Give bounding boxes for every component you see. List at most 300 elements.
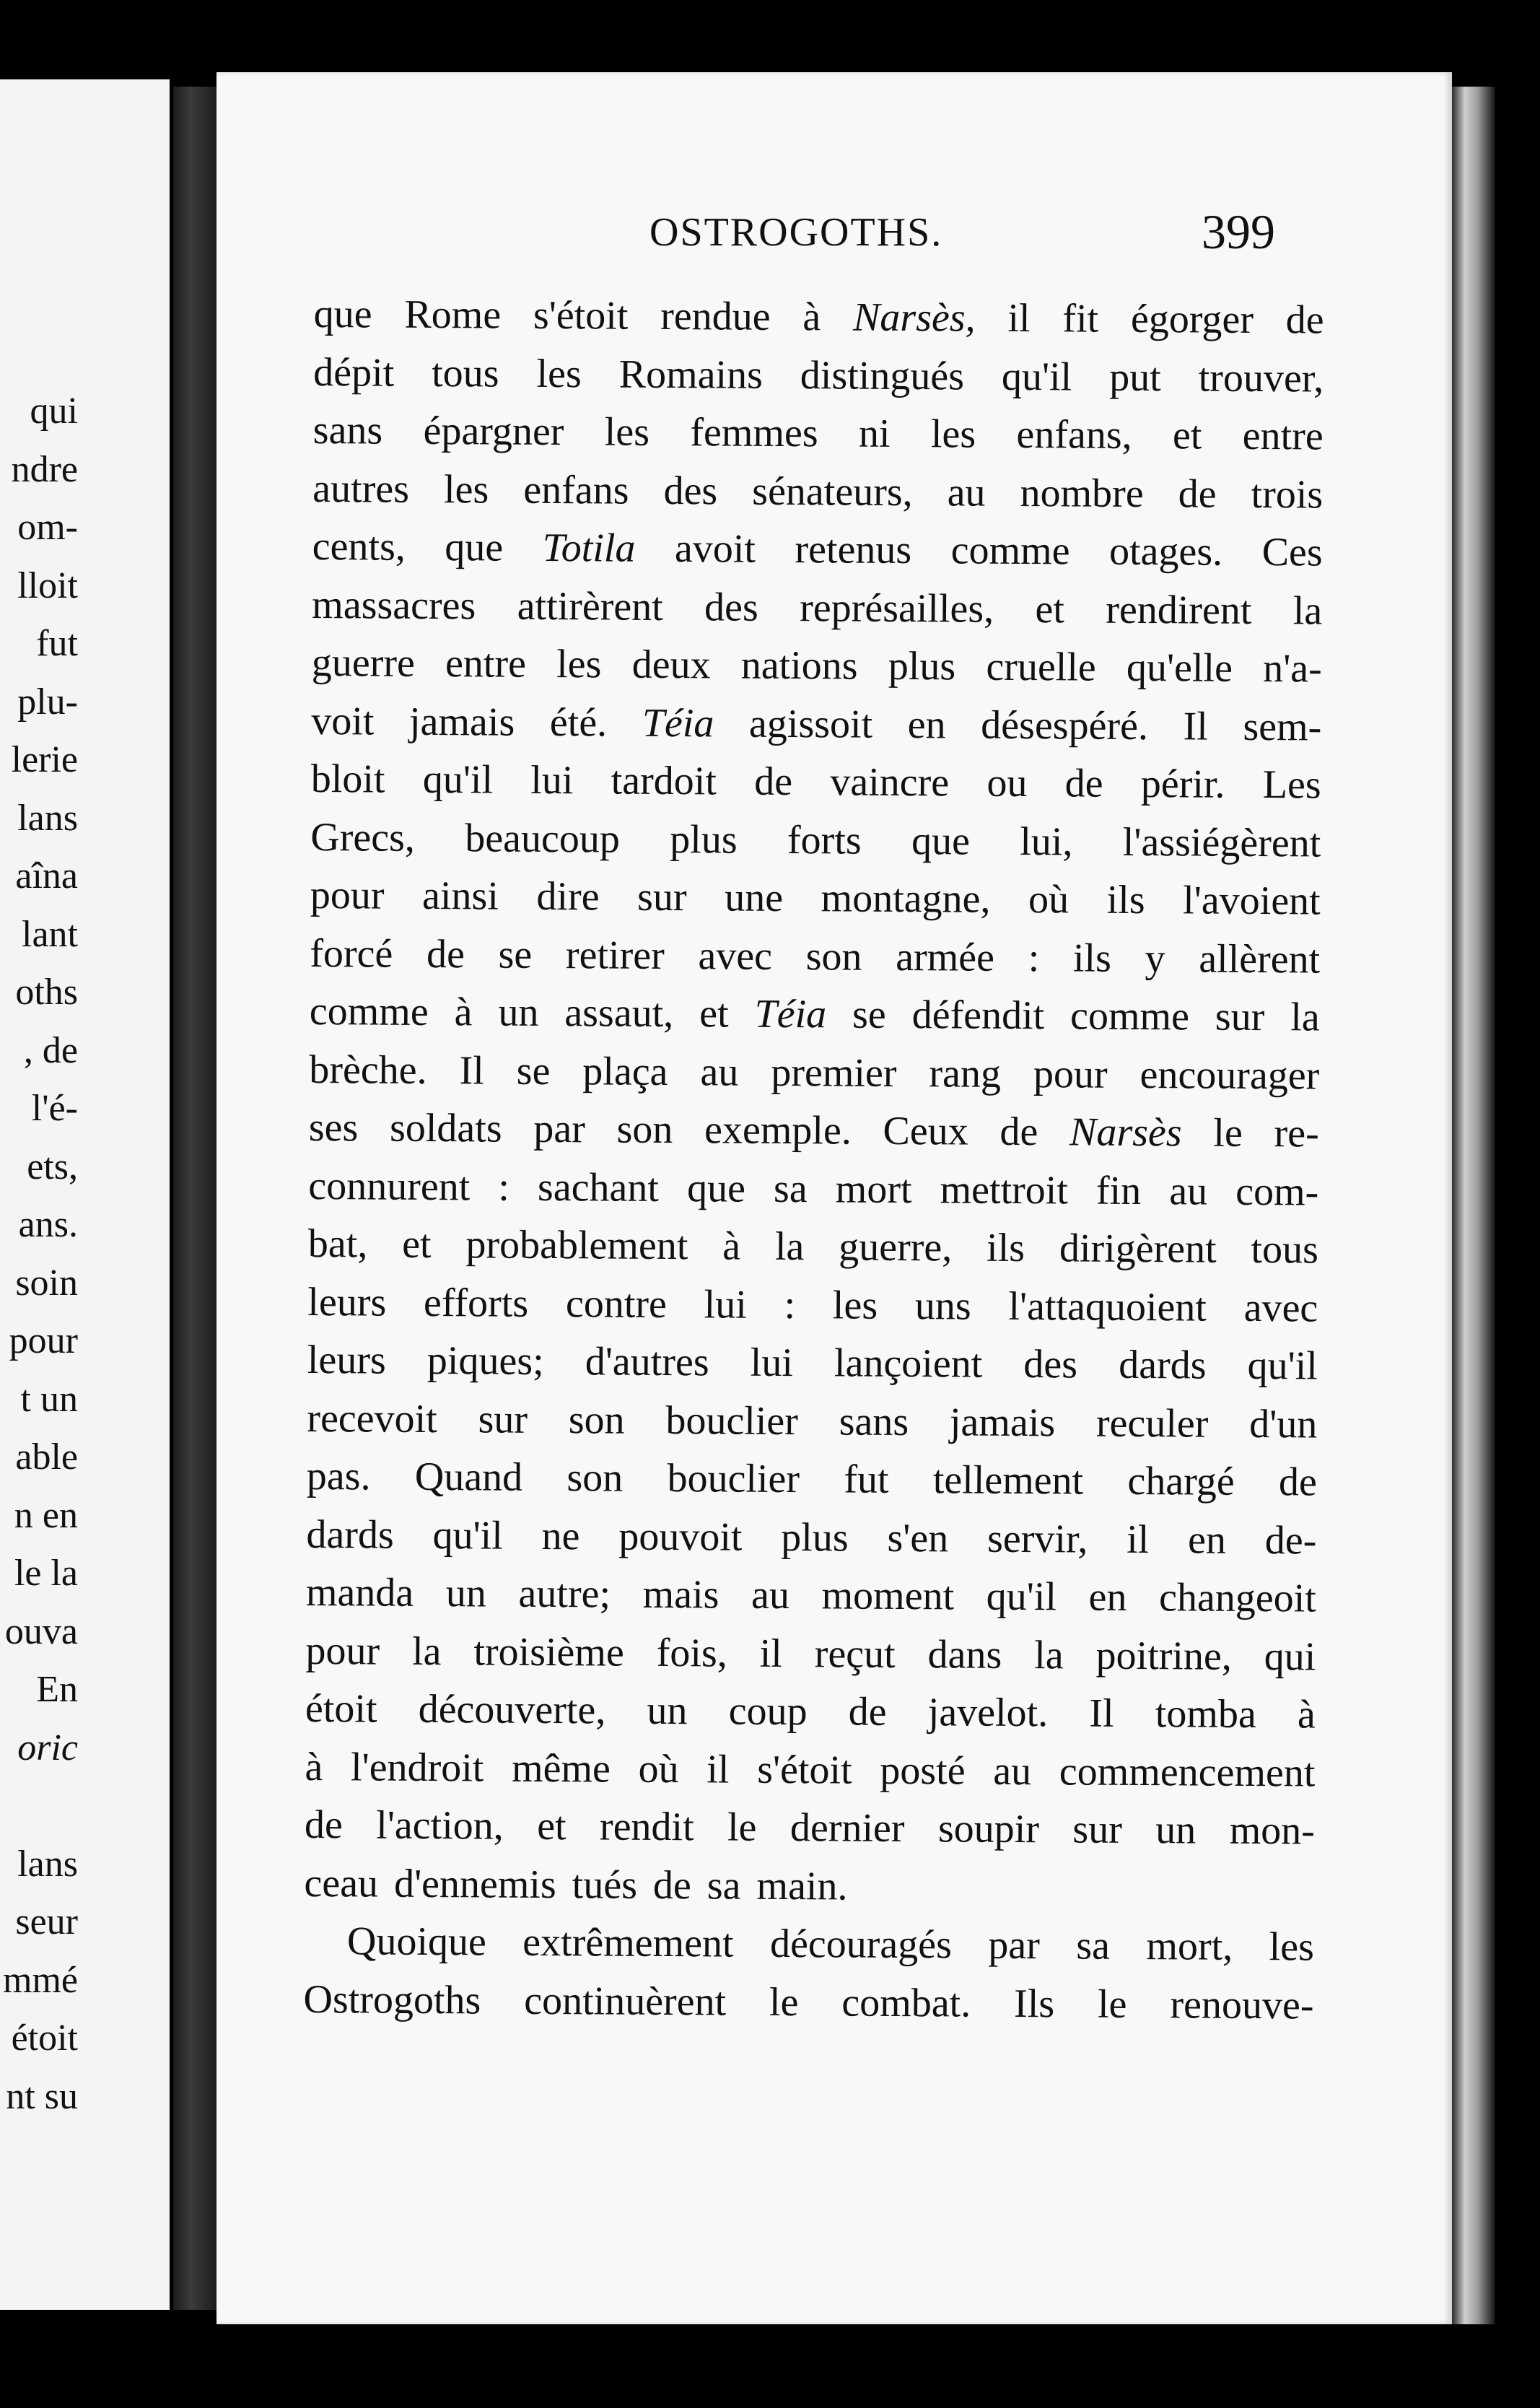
word: avec	[698, 933, 773, 979]
word: trouver,	[1198, 354, 1324, 401]
word: ainsi	[421, 873, 499, 919]
word: au	[700, 1049, 739, 1095]
word: guerre,	[839, 1224, 953, 1270]
word: deux	[631, 642, 711, 688]
word: un	[647, 1688, 688, 1734]
word: un	[1155, 1807, 1196, 1853]
word: son	[616, 1107, 673, 1153]
word: Il	[1183, 703, 1208, 749]
word: posté	[880, 1748, 966, 1794]
word: reçut	[814, 1631, 896, 1677]
word: il	[759, 1631, 783, 1676]
word: sachant	[537, 1164, 660, 1210]
word: les	[604, 409, 650, 455]
word: l'action,	[376, 1802, 504, 1849]
word: servir,	[986, 1516, 1088, 1562]
word: pas.	[306, 1453, 371, 1499]
word: Narsès	[1069, 1109, 1182, 1156]
word: son	[566, 1455, 624, 1501]
facing-page-line: ans.	[18, 1204, 78, 1245]
word: s'en	[887, 1515, 949, 1561]
word: soldats	[389, 1105, 502, 1151]
word: com-	[1235, 1169, 1319, 1215]
word: leurs	[307, 1337, 386, 1383]
word: mais	[642, 1571, 719, 1618]
word: qu'il	[1001, 354, 1072, 399]
text-line	[311, 692, 1321, 756]
word: été.	[549, 699, 608, 745]
word: rendit	[599, 1804, 694, 1850]
word: la	[1034, 1632, 1064, 1678]
word: sénateurs,	[752, 468, 913, 515]
word: combat.	[841, 1980, 971, 2026]
word: par	[988, 1922, 1041, 1968]
facing-page-line: lloit	[17, 564, 78, 606]
word: Il	[1089, 1691, 1114, 1736]
facing-page-line: om-	[17, 507, 78, 548]
text-line	[311, 750, 1321, 814]
word: guerre	[311, 640, 416, 686]
page-edge	[1452, 87, 1495, 2324]
text-line	[309, 1099, 1319, 1163]
word: le	[769, 1979, 799, 2025]
word: la	[774, 1223, 805, 1270]
word: commencement	[1059, 1748, 1316, 1796]
word: moment	[821, 1573, 955, 1619]
word: à	[802, 295, 821, 340]
facing-page-line: fut	[36, 623, 78, 664]
word: poitrine,	[1095, 1633, 1233, 1679]
word: l'avoient	[1183, 878, 1321, 924]
word: rendue	[660, 293, 771, 339]
word: plus	[888, 643, 956, 689]
word: fin	[1095, 1168, 1142, 1213]
word: ils	[1072, 935, 1112, 981]
word: mort	[835, 1166, 912, 1212]
word: avec	[1243, 1285, 1318, 1331]
word: put	[1108, 354, 1161, 400]
facing-page-line: plu-	[17, 681, 78, 723]
facing-page-line: oric	[17, 1727, 78, 1768]
word: ses	[308, 1104, 359, 1151]
word: Quoique	[346, 1919, 487, 1965]
word: découragés	[769, 1921, 953, 1968]
word: main.	[756, 1863, 848, 1909]
word: au	[1169, 1168, 1208, 1214]
text-line	[307, 1331, 1318, 1395]
word: efforts	[423, 1280, 529, 1326]
text-line	[305, 1621, 1316, 1685]
word: plus	[781, 1514, 849, 1561]
word: massacres	[312, 582, 476, 628]
word: des	[704, 584, 759, 630]
word: premier	[771, 1050, 897, 1096]
word: enfans,	[1016, 411, 1132, 458]
word: et	[699, 991, 729, 1037]
word: comme	[950, 528, 1070, 574]
facing-page-line: pour	[9, 1320, 78, 1361]
word: une	[725, 875, 784, 920]
word: plaça	[582, 1048, 668, 1094]
word: lançoient	[834, 1340, 983, 1387]
text-line	[310, 924, 1320, 988]
word: entre	[445, 641, 527, 686]
word: ils	[986, 1225, 1025, 1271]
word: d'un	[1249, 1401, 1318, 1447]
text-line	[313, 401, 1324, 466]
word: où	[638, 1746, 679, 1792]
word: troisième	[473, 1628, 625, 1675]
word: et	[1035, 586, 1065, 632]
text-line	[313, 343, 1324, 407]
word: défendit	[911, 993, 1045, 1039]
facing-page-text	[0, 383, 78, 2126]
facing-page-line: soin	[15, 1262, 78, 1304]
text-line	[304, 1912, 1314, 1976]
word: tellement	[932, 1457, 1084, 1504]
page-number: 399	[1202, 204, 1275, 259]
word: que	[911, 818, 971, 864]
facing-page-line: able	[15, 1436, 78, 1478]
word: manda	[305, 1569, 414, 1615]
facing-page-line: En	[36, 1669, 78, 1710]
word: fois,	[656, 1630, 727, 1676]
word: l'attaquoient	[1008, 1283, 1207, 1330]
word: allèrent	[1199, 936, 1321, 982]
word: :	[498, 1164, 510, 1210]
word: vaincre	[830, 759, 950, 806]
word: jamais	[949, 1399, 1056, 1445]
facing-page-line: lerie	[11, 739, 78, 780]
word: sa	[1076, 1923, 1111, 1968]
word: les	[556, 642, 602, 687]
word: Totila	[542, 525, 636, 571]
text-line	[307, 1447, 1317, 1511]
word: connurent	[308, 1163, 471, 1209]
word: pour	[305, 1628, 380, 1674]
word: il	[706, 1746, 730, 1792]
word: les	[1269, 1924, 1315, 1970]
word: Les	[1262, 762, 1321, 808]
word: lui,	[1020, 819, 1073, 864]
word: tous	[432, 350, 499, 396]
word: Téia	[642, 700, 714, 746]
word: distingués	[800, 352, 965, 399]
word: où	[1028, 877, 1069, 922]
word: Ces	[1261, 530, 1323, 575]
word: au	[947, 469, 986, 515]
word: sur	[636, 874, 687, 920]
word: autres	[312, 466, 410, 512]
word: comme	[1069, 993, 1190, 1039]
text-line	[310, 808, 1321, 872]
text-line	[312, 459, 1323, 523]
word: mort,	[1146, 1924, 1233, 1969]
word: de-	[1264, 1517, 1317, 1563]
text-line	[310, 982, 1320, 1047]
text-line	[306, 1563, 1316, 1628]
facing-page-line: qui	[30, 391, 78, 432]
word: l'endroit	[350, 1744, 484, 1790]
word: qui	[1264, 1633, 1316, 1680]
word: :	[1028, 935, 1040, 980]
word: Rome	[404, 292, 502, 338]
text-line	[304, 1854, 1314, 1918]
word: qu'il	[1247, 1343, 1318, 1389]
word: femmes	[690, 410, 818, 456]
facing-page-line: aîna	[15, 855, 78, 897]
word: de	[304, 1802, 344, 1848]
facing-page-line: l'é-	[31, 1088, 78, 1129]
word: que	[313, 291, 372, 337]
word: armée	[896, 934, 995, 980]
word: Téia	[754, 991, 827, 1037]
word: des	[1023, 1342, 1078, 1387]
word: en	[907, 702, 946, 747]
word: égorger	[1130, 296, 1254, 342]
word: d'autres	[585, 1339, 709, 1385]
word: piques;	[426, 1338, 544, 1384]
word: encourager	[1139, 1052, 1320, 1099]
word: Ostrogoths	[303, 1976, 481, 2023]
word: de	[426, 931, 465, 977]
word: la	[411, 1628, 442, 1674]
word: jamais	[408, 699, 515, 745]
word: soupir	[937, 1806, 1040, 1852]
word: s'étoit	[533, 292, 629, 339]
text-line	[312, 575, 1322, 640]
facing-page-line: seur	[15, 1901, 78, 1942]
word: les	[443, 466, 489, 512]
word: Ceux	[883, 1108, 968, 1154]
word: de	[1064, 761, 1103, 806]
word: cents,	[312, 523, 406, 570]
word: bloit	[310, 756, 385, 802]
facing-page-line: le la	[14, 1553, 78, 1594]
word: dans	[927, 1631, 1002, 1678]
text-line	[305, 1737, 1315, 1802]
word: sans	[839, 1398, 909, 1444]
text-line	[310, 866, 1321, 930]
word: que	[445, 525, 504, 570]
word: son	[568, 1397, 625, 1443]
word: de	[754, 759, 793, 805]
word: ni	[858, 411, 891, 456]
text-line	[306, 1505, 1316, 1569]
word: avoit	[674, 526, 756, 572]
text-line	[307, 1389, 1317, 1453]
word: rang	[929, 1050, 1002, 1096]
word: qu'il	[986, 1574, 1057, 1620]
word: de	[1278, 1460, 1318, 1505]
word: Quand	[414, 1454, 523, 1500]
word: dire	[536, 873, 600, 920]
word: même	[511, 1745, 611, 1792]
book-gutter	[173, 87, 216, 2310]
facing-page-line	[0, 1777, 78, 1836]
word: les	[832, 1282, 878, 1328]
word: se	[516, 1048, 551, 1094]
word: exemple.	[704, 1107, 852, 1153]
word: assaut,	[564, 990, 674, 1037]
word: pouvoit	[618, 1514, 743, 1560]
word: retenus	[795, 527, 912, 573]
word: extrêmement	[522, 1919, 734, 1966]
word: les	[536, 351, 582, 396]
word: bat,	[307, 1221, 368, 1267]
word: otages.	[1108, 528, 1223, 575]
word: désespéré.	[981, 702, 1149, 749]
word: s'étoit	[757, 1747, 852, 1793]
word: Ils	[1013, 1981, 1055, 2026]
word: qu'il	[422, 756, 494, 803]
text-line	[314, 285, 1324, 349]
word: ne	[541, 1513, 580, 1558]
body-text	[303, 285, 1324, 2035]
word: dirigèrent	[1059, 1226, 1217, 1272]
word: :	[784, 1282, 796, 1327]
word: Narsès,	[852, 295, 976, 341]
word: agissoit	[748, 701, 873, 747]
facing-page-line: n en	[14, 1494, 78, 1536]
word: retirer	[565, 932, 665, 978]
word: il	[1007, 295, 1031, 341]
word: chargé	[1127, 1458, 1235, 1504]
word: représailles,	[800, 585, 994, 632]
word: uns	[914, 1283, 971, 1329]
facing-page-line: t un	[20, 1378, 78, 1420]
facing-page-line: mmé	[3, 1959, 78, 2001]
word: le	[1213, 1110, 1243, 1156]
word: recevoit	[307, 1395, 437, 1441]
word: à	[722, 1223, 741, 1269]
word: sur	[478, 1396, 528, 1442]
word: Romains	[618, 352, 764, 398]
facing-page-line: oths	[15, 972, 78, 1013]
word: épargner	[423, 408, 564, 455]
word: son	[805, 933, 862, 980]
word: Il	[459, 1047, 484, 1093]
word: autre;	[518, 1571, 611, 1617]
word: en	[1187, 1517, 1227, 1563]
word: forts	[787, 817, 862, 863]
word: lui	[704, 1281, 747, 1327]
word: dards	[306, 1511, 394, 1558]
facing-page-line: , de	[23, 1029, 78, 1071]
text-line	[303, 1970, 1313, 2034]
word: attirèrent	[517, 583, 663, 629]
word: fut	[844, 1457, 889, 1502]
word: des	[663, 468, 718, 513]
word: reculer	[1095, 1400, 1209, 1447]
word: lui	[750, 1340, 794, 1386]
word: re-	[1274, 1111, 1319, 1156]
word: pour	[1033, 1051, 1108, 1097]
word: pour	[310, 872, 385, 918]
word: ceau	[304, 1860, 379, 1906]
text-line	[309, 1040, 1319, 1104]
facing-page-left	[0, 79, 170, 2310]
word: mettroit	[940, 1166, 1069, 1213]
word: l'assiégèrent	[1122, 819, 1321, 866]
word: fit	[1062, 296, 1099, 341]
word: se	[498, 932, 533, 977]
text-line	[308, 1215, 1318, 1279]
word: coup	[728, 1688, 808, 1735]
word: leurs	[307, 1279, 387, 1325]
word: de	[1285, 297, 1324, 343]
word: les	[930, 411, 976, 457]
word: le	[727, 1805, 757, 1850]
text-line	[305, 1680, 1316, 1744]
word: mon-	[1229, 1807, 1316, 1854]
word: brèche.	[309, 1047, 427, 1093]
text-line	[312, 518, 1323, 582]
word: sa	[773, 1166, 808, 1211]
word: un	[498, 990, 539, 1035]
word: sem-	[1243, 704, 1322, 750]
word: le	[1097, 1981, 1127, 2027]
word: se	[852, 992, 886, 1037]
word: comme	[309, 988, 429, 1034]
facing-page-line: ndre	[11, 448, 78, 490]
word: enfans	[523, 467, 629, 513]
word: forcé	[310, 930, 393, 977]
word: de	[652, 1862, 692, 1908]
word: plus	[670, 816, 738, 863]
word: entre	[1242, 413, 1324, 459]
word: sans	[312, 407, 383, 453]
word: ou	[986, 760, 1028, 806]
word: voit	[311, 698, 375, 744]
word: à	[454, 990, 473, 1035]
word: tous	[1251, 1226, 1319, 1273]
word: beaucoup	[465, 815, 621, 862]
facing-page-line: lans	[17, 797, 78, 839]
word: et	[401, 1221, 432, 1268]
word: renouve-	[1170, 1981, 1314, 2028]
word: dépit	[313, 349, 395, 396]
word: trois	[1251, 471, 1324, 518]
word: périr.	[1140, 762, 1225, 807]
word: d'ennemis	[393, 1861, 556, 1907]
word: et	[1172, 413, 1202, 458]
word: à	[305, 1744, 323, 1789]
word: sur	[1072, 1807, 1123, 1852]
word: de	[1178, 471, 1217, 517]
word: javelot.	[927, 1690, 1049, 1736]
word: n'a-	[1262, 646, 1322, 692]
word: découverte,	[418, 1686, 606, 1733]
facing-page-line: nt su	[6, 2075, 78, 2117]
word: sur	[1215, 994, 1265, 1040]
word: la	[1292, 588, 1323, 634]
word: étoit	[305, 1685, 377, 1732]
word: cruelle	[986, 644, 1096, 690]
word: de	[848, 1689, 887, 1735]
word: tardoit	[611, 758, 717, 804]
word: au	[993, 1748, 1032, 1794]
word: nations	[740, 642, 858, 689]
word: Grecs,	[310, 814, 416, 860]
word: la	[1290, 995, 1320, 1040]
facing-page-line: ouva	[4, 1610, 78, 1652]
word: il	[1126, 1517, 1150, 1562]
word: y	[1145, 935, 1165, 981]
text-line	[312, 634, 1322, 698]
word: dernier	[789, 1805, 905, 1851]
facing-page-line: lans	[17, 1843, 78, 1885]
